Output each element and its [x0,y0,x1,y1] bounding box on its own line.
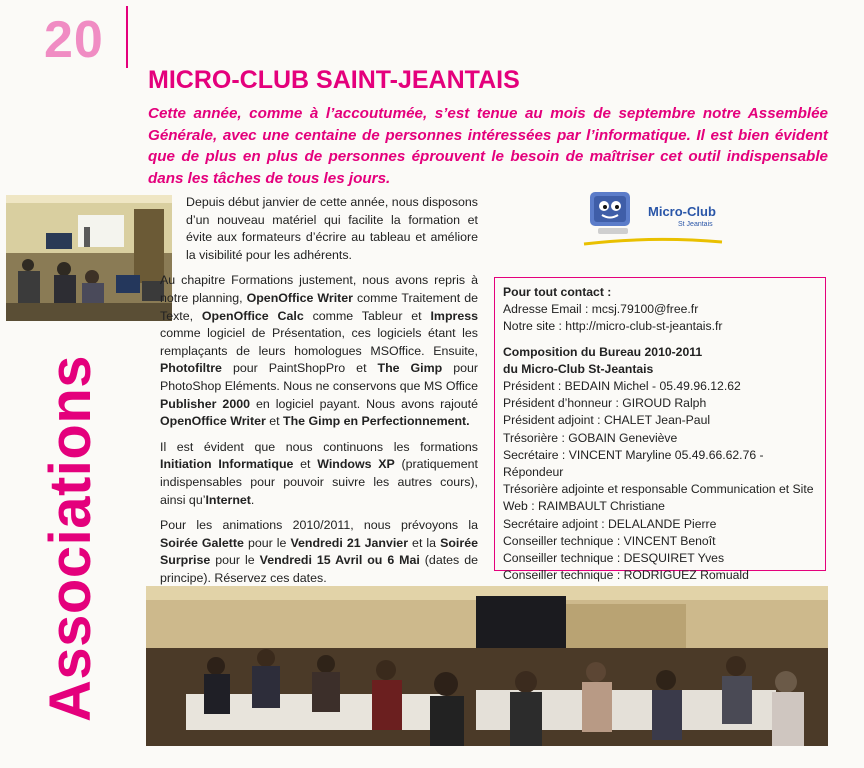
article-title: MICRO-CLUB SAINT-JEANTAIS [148,66,520,94]
page-number-divider [126,6,128,68]
section-label: Associations [38,355,103,722]
body-paragraph-2: Au chapitre Formations justement, nous avons repris à notre planning, OpenOffice Writer comme Traitement de Texte, OpenOffice Calc comme Tableur et Impress comme logiciel de Présentation, ces logiciels étant les remplaçants de leurs homologues MSOffice. Ensuite, Photofiltre pour PaintShopPro et The Gimp pour PhotoShop Eléments. Nous ne conservons que MS Office Publisher 2000 en logiciel payant. Nous avons rajouté OpenOffice Writer et The Gimp en Perfectionnement. [160,273,479,429]
bureau-member: Trésorière : GOBAIN Geneviève [503,430,678,445]
bureau-member: Conseiller technique : VINCENT Benoît [503,533,716,548]
bureau-member: Conseiller technique : DESQUIRET Yves [503,551,725,566]
contact-heading: Pour tout contact : [503,285,612,299]
page-number: 20 [44,11,104,69]
article-body [160,194,479,595]
classroom-photo [6,195,172,321]
contact-email: Adresse Email : mcsj.79100@free.fr [503,302,699,317]
bureau-member: Secrétaire : VINCENT Maryline 05.49.66.62.76 - Répondeur [503,447,764,480]
bureau-member: Président adjoint : CHALET Jean-Paul [503,413,711,428]
article-intro: Cette année, comme à l’accoutumée, s’est tenue au mois de septembre notre Assemblée Générale, avec une centaine de personnes intéressées par l’informatique. Il est bien évident que de plus en plus de personnes éprouvent le besoin de maîtriser cet outil indispensable dans les tâches de tous les jours. [148,105,828,187]
logo-line-1: Micro-Club [648,204,716,219]
contact-box [494,277,826,583]
bureau-member: Secrétaire adjoint : DELALANDE Pierre [503,516,717,531]
bureau-member: Conseiller technique : RODRIGUEZ Romuald [503,568,749,583]
body-paragraph-1: Depuis début janvier de cette année, nous disposons d’un nouveau matériel qui facilite la formation et évite aux formateurs d’écrire au tableau et améliore la visibilité pour les adhérents. [186,195,478,262]
bureau-member: Web : RAIMBAULT Christiane [503,499,665,514]
bureau-member: Président : BEDAIN Michel - 05.49.96.12.62 [503,379,741,394]
micro-club-logo [582,184,728,256]
logo-line-2: St Jeantais [678,221,713,228]
bureau-member: Trésorière adjointe et responsable Communication et Site [503,482,814,497]
bureau-subheading: du Micro-Club St-Jeantais [503,361,654,376]
bureau-heading: Composition du Bureau 2010-2011 [503,344,703,359]
assembly-photo [146,586,828,746]
body-paragraph-3: Il est évident que nous continuons les formations Initiation Informatique et Windows XP (pratiquement indispensables pour pouvoir suivre les autres cours), ainsi qu’Internet. [160,439,478,507]
bureau-member: Président d’honneur : GIROUD Ralph [503,396,707,411]
contact-site: Notre site : http://micro-club-st-jeantais.fr [503,319,723,334]
body-paragraph-4: Pour les animations 2010/2011, nous prévoyons la Soirée Galette pour le Vendredi 21 Janvier et la Soirée Surprise pour le Vendredi 15 Avril ou 6 Mai (dates de principe). Réservez ces dates. [160,518,478,585]
